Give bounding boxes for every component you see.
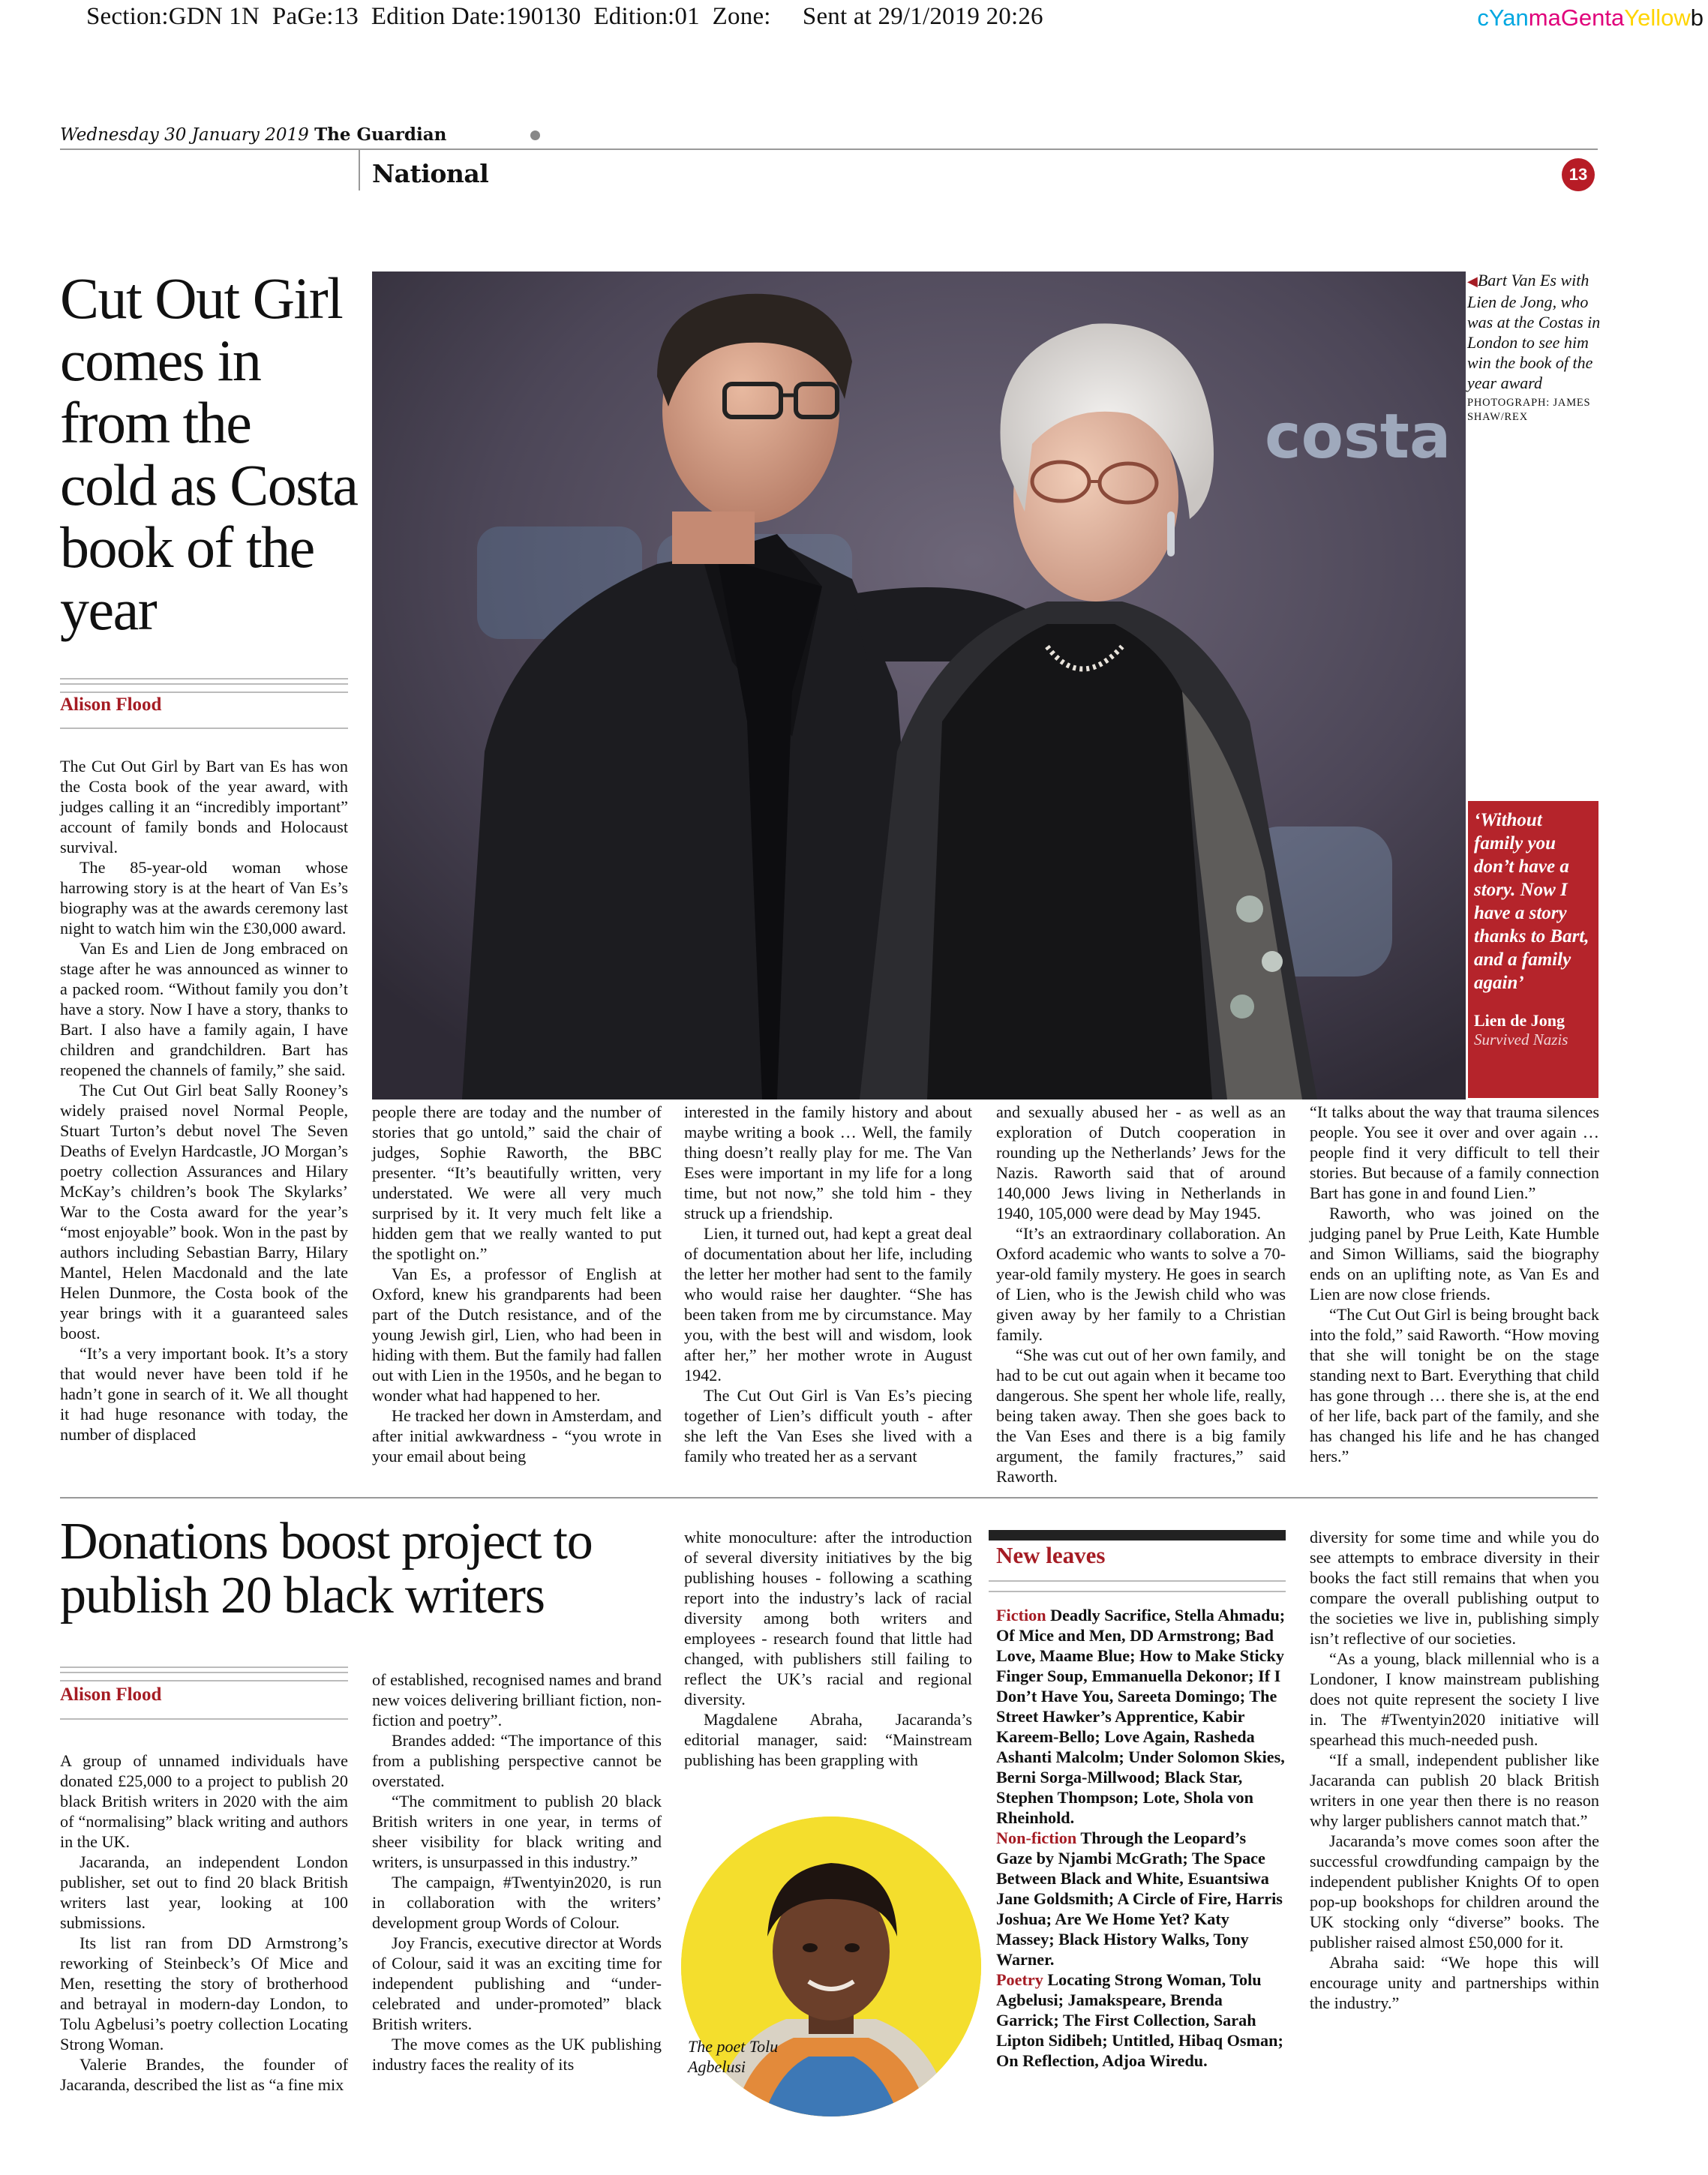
paragraph: Lien, it turned out, had kept a great deal of documentation about her life, including the letter her mother had sent to the family who would raise her daughter. “She has been taken from me by circumstance. May you, with the best will and wisdom, look after her,” her mother wrote in August 1942. (684, 1224, 972, 1384)
backdrop-logo-text: costa (1265, 401, 1451, 472)
story2-column-3 (684, 1527, 972, 1770)
register-dot (530, 130, 540, 140)
fiction-label: Fiction (996, 1606, 1046, 1624)
paragraph: The Cut Out Girl beat Sally Rooney’s widely praised novel Normal People, Stuart Turton’s debut novel The Seven Deaths of Evelyn Hardcastle, JO Morgan’s poetry collection Assurances and Hilary McKay’s children’s book The Skylarks’ War to the Costa award for the year’s “most enjoyable” book. Won in the past by authors including Sebastian Barry, Hilary Mantel, Helen Macdonald and the late Helen Dunmore, the Costa book of the year brings with it a guaranteed sales boost. (60, 1081, 348, 1342)
new-leaves-list (996, 1605, 1286, 2071)
cmyk-cyan: cYan (1477, 4, 1529, 31)
paragraph: and sexually abused her - as well as an exploration of Dutch cooperation in rounding up the Netherlands’ Jews for the Nazis. Raworth said that of around 140,000 Jews living in Netherlands in 1940, 105,000 were dead by May 1945. (996, 1102, 1286, 1222)
story1-byline: Alison Flood (60, 694, 162, 715)
folio (60, 124, 446, 145)
story2-column-5 (1310, 1527, 1599, 2013)
nonfiction-label: Non-fiction (996, 1828, 1077, 1847)
story-divider-rule (60, 1497, 1598, 1498)
photo-illustration (372, 272, 1466, 1100)
story1-photo-credit: PHOTOGRAPH: JAMES SHAW/REX (1467, 397, 1591, 423)
fiction-titles: Deadly Sacrifice, Stella Ahmadu; Of Mice and Men, DD Armstrong; Bad Love, Maame Blue; How to Make Sticky Finger Soup, Emmanuella Dekonor; If I Don’t Have You, Sareeta Domingo; The Street Hawker’s Apprentice, Kabir Kareem-Bello; Love Again, Rasheda Ashanti Malcolm; Under Solomon Skies, Berni Sorga-Millwood; Black Star, Stephen Thompson; Lote, Shola von Rheinhold. (996, 1606, 1286, 1827)
story2-column-2 (372, 1670, 662, 2074)
paragraph: interested in the family history and about maybe writing a book … Well, the family thing doesn’t really play for me. The Van Eses were important in my life for a long time, but not now,” she told him - they struck up a friendship. (684, 1102, 972, 1222)
story2-byline-underline (60, 1718, 348, 1720)
story1-byline-rule (60, 678, 348, 693)
story1-photo-caption-block (1467, 270, 1602, 424)
story1-column-1 (60, 756, 348, 1444)
story1-photo (372, 272, 1466, 1100)
paragraph: Magdalene Abraha, Jacaranda’s editorial manager, said: “Mainstream publishing has been grappling with (684, 1710, 972, 1769)
caption-arrow-icon: ◀ (1467, 274, 1478, 289)
paragraph: The move comes as the UK publishing industry faces the reality of its (372, 2035, 662, 2074)
folio-paper-name: The Guardian (314, 124, 447, 145)
story1-column-4 (996, 1102, 1286, 1486)
section-divider (359, 150, 360, 190)
paragraph: “It talks about the way that trauma silences people. You see it over and over again … people find it very difficult to tell their stories. But because of a family connection Bart has gone in and found Lien.” (1310, 1102, 1599, 1202)
new-leaves-rule (989, 1580, 1286, 1592)
story1-photo-caption: Bart Van Es with Lien de Jong, who was at the Costas in London to see him win the book of the year award (1467, 271, 1601, 392)
cmyk-registration-label (1477, 4, 1703, 32)
paragraph: Raworth, who was joined on the judging panel by Prue Leith, Kate Humble and Simon Williams, said the biography ends on an uplifting note, as Van Es and Lien are now close friends. (1310, 1204, 1599, 1304)
paragraph: of established, recognised names and brand new voices delivering brilliant fiction, non-fiction and poetry”. (372, 1670, 662, 1730)
paragraph: “It’s an extraordinary collaboration. An Oxford academic who wants to solve a 70-year-old family mystery. He goes in search of Lien, who is the Jewish child who was given away by her family to a Christian family. (996, 1224, 1286, 1344)
paragraph: Van Es and Lien de Jong embraced on stage after he was announced as winner to a packed room. “Without family you don’t have a story. Now I have a story, thanks to Bart. I also have a family again, I have children and grandchildren. Bart has reopened the channels of family,” she said. (60, 939, 348, 1079)
paragraph: “It’s a very important book. It’s a story that would never have been told if he hadn’t gone in search of it. We all thought it had huge resonance with today, the number of displaced (60, 1344, 348, 1444)
poetry-titles: Locating Strong Woman, Tolu Agbelusi; Jamakspeare, Brenda Garrick; The First Collection, Sarah Lipton Sidibeh; Untitled, Hibaq Osman; On Reflection, Adjoa Wiredu. (996, 1970, 1283, 2070)
pullquote-name: Lien de Jong (1474, 1011, 1565, 1030)
paragraph: “If a small, independent publisher like Jacaranda can publish 20 black British writers in one year then there is no reason why larger publishers cannot match that.” (1310, 1750, 1599, 1830)
story2-byline-rule (60, 1666, 348, 1682)
paragraph: “The commitment to publish 20 black British writers in one year, in terms of sheer visibility for black writing and writers, is unsurpassed in this industry.” (372, 1792, 662, 1871)
paragraph: Abraha said: “We hope this will encourage unity and partnerships within the industry.” (1310, 1953, 1599, 2012)
paragraph: diversity for some time and while you do see attempts to embrace diversity in their books the fact still remains that when you compare the overall publishing output to the societies we live in, publishing simply isn’t reflective of our societies. (1310, 1528, 1599, 1648)
paragraph: “The Cut Out Girl is being brought back into the fold,” said Raworth. “How moving that she will tonight be on the stage standing next to Bart. Everything that child has gone through … there she is, at the end of her life, back part of the family, and she has changed his life and he has changed hers.” (1310, 1305, 1599, 1466)
paragraph: Jacaranda’s move comes soon after the successful crowdfunding campaign by the independent publisher Knights Of to open pop-up bookshops for children around the UK stocking only “diverse” books. The publisher raised almost £50,000 for it. (1310, 1832, 1599, 1952)
cmyk-magenta: maGenta (1528, 4, 1625, 31)
nonfiction-titles: Through the Leopard’s Gaze by Njambi McGrath; The Space Between Black and White, Esuantsiwa Jane Goldsmith; A Circle of Fire, Harris Joshua; Are We Home Yet? Katy Massey; Black History Walks, Tony Warner. (996, 1828, 1283, 1969)
story1-column-2 (372, 1102, 662, 1466)
paragraph: Joy Francis, executive director at Words of Colour, said it was an exciting time for independent publishing and “under-celebrated and under-promoted” black British writers. (372, 1934, 662, 2033)
pullquote-descriptor: Survived Nazis (1474, 1030, 1568, 1048)
paragraph: “She was cut out of her own family, and had to be cut out again when it became too dangerous. She spent her whole life, really, being taken away. Then she goes back to the Van Eses and there is a big family argument, the family fractures,” said Raworth. (996, 1346, 1286, 1486)
paragraph: A group of unnamed individuals have donated £25,000 to a project to publish 20 black British writers in 2020 with the aim of “normalising” black writing and authors in the UK. (60, 1751, 348, 1851)
story1-headline: Cut Out Girl comes in from the cold as Costa book of the year (60, 266, 358, 642)
print-slug-line: Section:GDN 1N PaGe:13 Edition Date:190130 Edition:01 Zone: Sent at 29/1/2019 20:26 (86, 3, 1043, 30)
paragraph: He tracked her down in Amsterdam, and after initial awkwardness - “you wrote in your email about being (372, 1406, 662, 1466)
paragraph: Jacaranda, an independent London publisher, set out to find 20 black British writers last year, looking at 100 submissions. (60, 1852, 348, 1932)
cmyk-yellow: Yellow (1624, 4, 1691, 31)
poetry-label: Poetry (996, 1970, 1043, 1989)
paragraph: white monoculture: after the introduction of several diversity initiatives by the big publishing houses - following a scathing report into the industry’s lack of racial diversity among both writers and employees - research found that little had changed, with publishers still failing to reflect the UK’s racial and regional diversity. (684, 1528, 972, 1708)
folio-date: Wednesday 30 January 2019 (60, 125, 309, 145)
paragraph: The Cut Out Girl by Bart van Es has won the Costa book of the year award, with judges calling it an “incredibly important” account of family bonds and Holocaust survival. (60, 757, 348, 856)
section-name: National (372, 159, 489, 188)
paragraph: “As a young, black millennial who is a Londoner, I know mainstream publishing does not quite represent the society I live in. The #Twentyin2020 initiative will spearhead this much-needed push. (1310, 1649, 1599, 1749)
pullquote-text: ‘Without family you don’t have a story. Now I have a story thanks to Bart, and a family again’ (1474, 810, 1589, 993)
paragraph: Its list ran from DD Armstrong’s reworking of Steinbeck’s Of Mice and Men, resetting the story of brotherhood and betrayal in modern-day London, to Tolu Agbelusi’s poetry collection Locating Strong Woman. (60, 1934, 348, 2054)
paragraph: Van Es, a professor of English at Oxford, knew his grandparents had been part of the Dutch resistance, and of the young Jewish girl, Lien, who had been in hiding with them. But the family had fallen out with Lien in the 1950s, and he began to wonder what had happened to her. (372, 1264, 662, 1405)
story1-column-5 (1310, 1102, 1599, 1466)
top-rule (60, 148, 1598, 150)
paragraph: Valerie Brandes, the founder of Jacaranda, described the list as “a fine mix (60, 2055, 348, 2094)
story1-column-3 (684, 1102, 972, 1466)
story1-pullquote (1468, 801, 1598, 1098)
story2-column-1 (60, 1750, 348, 2095)
new-leaves-top-bar (989, 1530, 1286, 1540)
page-number-badge: 13 (1562, 158, 1595, 191)
cmyk-black: b (1690, 4, 1703, 31)
paragraph: Brandes added: “The importance of this from a publishing perspective cannot be overstated. (372, 1731, 662, 1790)
paragraph: The 85-year-old woman whose harrowing story is at the heart of Van Es’s biography was at the awards ceremony last night to watch him win the £30,000 award. (60, 858, 348, 938)
story1-byline-underline (60, 728, 348, 729)
paragraph: The Cut Out Girl is Van Es’s piecing together of Lien’s difficult youth - after she left the Van Eses she lived with a family who treated her as a servant (684, 1386, 972, 1466)
story2-photo-caption: The poet Tolu Agbelusi (688, 2037, 779, 2076)
story2-byline: Alison Flood (60, 1684, 162, 1705)
paragraph: The campaign, #Twentyin2020, is run in collaboration with the writers’ development group Words of Colour. (372, 1873, 662, 1932)
new-leaves-title: New leaves (996, 1542, 1106, 1568)
paragraph: people there are today and the number of stories that go untold,” said the chair of judges, Sophie Raworth, the BBC presenter. “It’s beautifully written, very understated. We were all very much surprised by it. It very much felt like a hidden gem that we really wanted to put the spotlight on.” (372, 1102, 662, 1263)
story2-headline: Donations boost project to publish 20 black writers (60, 1513, 593, 1624)
